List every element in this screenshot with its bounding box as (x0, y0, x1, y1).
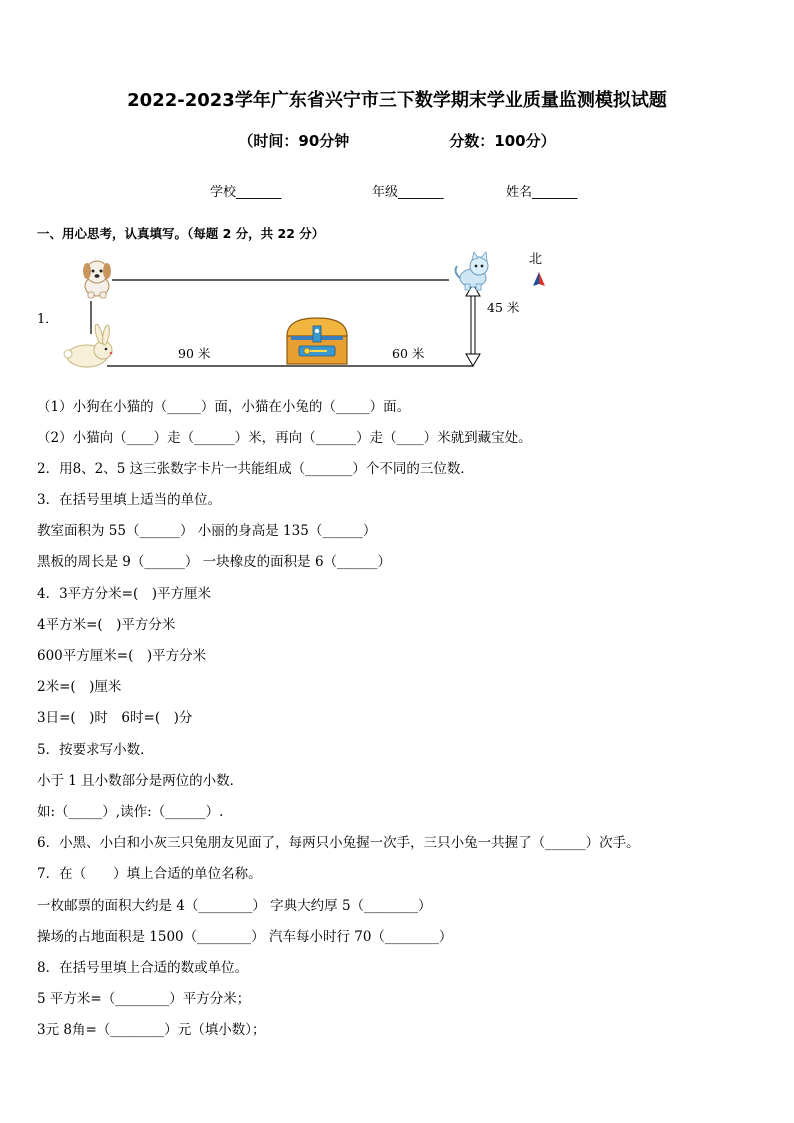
north-arrow-icon (533, 272, 545, 286)
question-line: 3元 8角=（________）元（填小数）； (37, 1022, 266, 1038)
map-figure (37, 246, 557, 386)
dog-icon (83, 261, 111, 298)
exam-time: （时间：90分钟 (238, 132, 350, 150)
treasure-chest-icon (287, 318, 347, 364)
question-number: 1． (37, 312, 59, 327)
question-line: 6．小黑、小白和小灰三只兔朋友见面了，每两只小兔握一次手，三只小兔一共握了（______）次手。 (37, 835, 640, 851)
question-line: 2．用8、2、5 这三张数字卡片一共能组成（_______）个不同的三位数． (37, 461, 474, 477)
question-line: （2）小猫向（____）走（______）米，再向（______）走（____）米就到藏宝处。 (37, 430, 532, 446)
distance-arrow-icon (466, 284, 480, 366)
question-line: 3日=( )时 6时=( )分 (37, 710, 193, 726)
distance-45-label: 45 米 (487, 300, 520, 315)
question-line: 一枚邮票的面积大约是 4（________） 字典大约厚 5（________） (37, 898, 432, 914)
question-line: 如:（_____）,读作:（______）. (37, 804, 224, 820)
question-line: 3．在括号里填上适当的单位。 (37, 492, 222, 508)
rabbit-icon (64, 324, 112, 367)
section-heading: 一、用心思考，认真填写。（每题 2 分，共 22 分） (37, 226, 325, 241)
question-line: 5．按要求写小数． (37, 742, 154, 758)
question-line: 5 平方米=（________）平方分米； (37, 991, 251, 1007)
question-line: 黑板的周长是 9（______） 一块橡皮的面积是 6（______） (37, 554, 392, 570)
question-line: 8．在括号里填上合适的数或单位。 (37, 960, 249, 976)
question-line: 操场的占地面积是 1500（________） 汽车每小时行 70（________） (37, 929, 453, 945)
exam-score: 分数：100分） (449, 132, 556, 150)
page-title: 2022-2023学年广东省兴宁市三下数学期末学业质量监测模拟试题 (127, 90, 667, 111)
distance-90-label: 90 米 (178, 346, 211, 361)
question-line: 小于 1 且小数部分是两位的小数． (37, 773, 244, 789)
question-line: 教室面积为 55（______） 小丽的身高是 135（______） (37, 523, 377, 539)
school-field[interactable]: 学校_______ (210, 185, 282, 200)
name-field[interactable]: 姓名_______ (506, 185, 578, 200)
grade-field[interactable]: 年级_______ (372, 185, 444, 200)
question-line: 7．在（ ）填上合适的单位名称。 (37, 866, 262, 882)
question-line: 2米=( )厘米 (37, 679, 122, 695)
distance-60-label: 60 米 (392, 346, 425, 361)
question-line: 4平方米=( )平方分米 (37, 617, 176, 633)
question-line: 4．3平方分米=( )平方厘米 (37, 586, 212, 602)
exam-meta (0, 130, 794, 151)
question-line: （1）小狗在小猫的（_____）面，小猫在小兔的（_____）面。 (37, 399, 411, 415)
north-label: 北 (529, 252, 543, 267)
question-line: 600平方厘米=( )平方分米 (37, 648, 207, 664)
cat-icon (456, 252, 488, 290)
